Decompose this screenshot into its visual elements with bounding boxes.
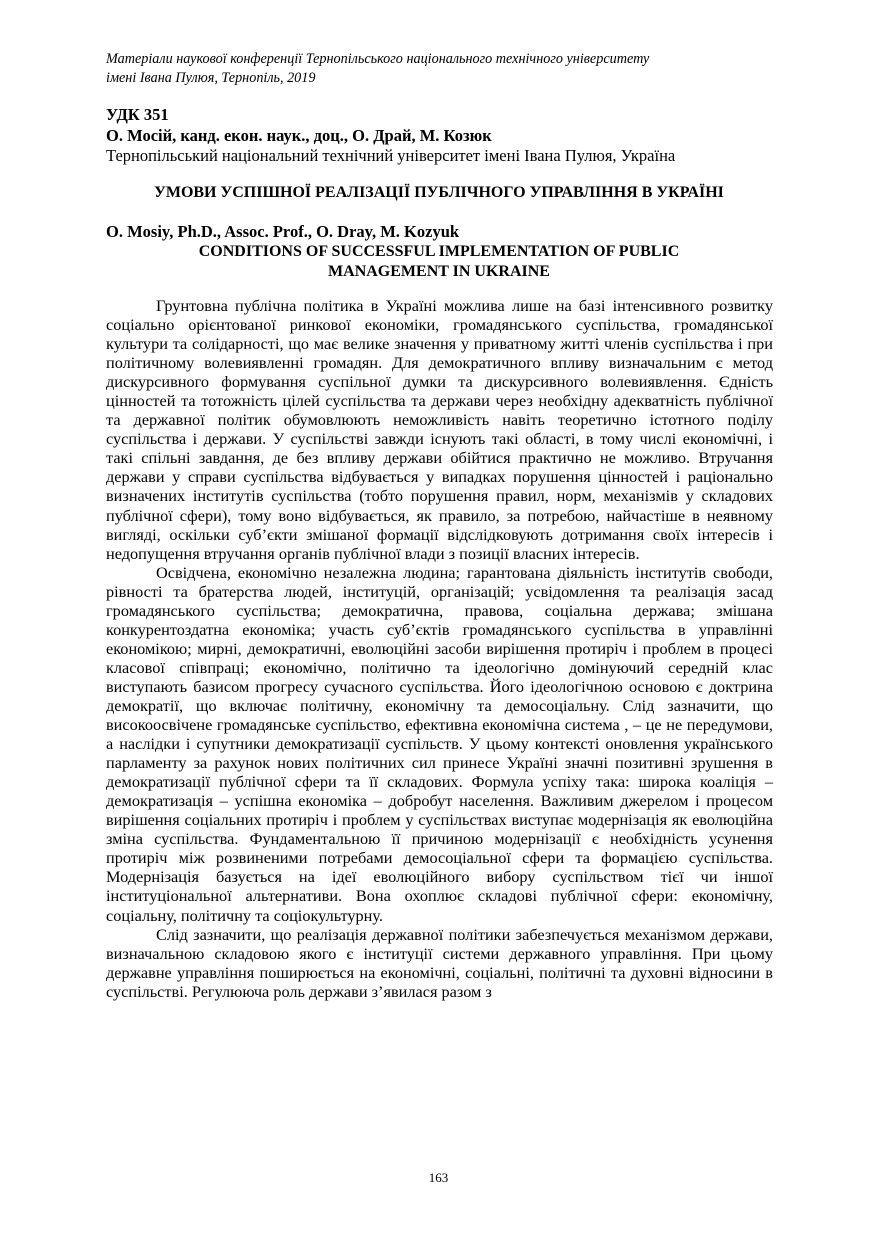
title-english xyxy=(106,242,772,282)
udk-code: УДК 351 xyxy=(106,105,169,124)
page-number: 163 xyxy=(428,1170,449,1185)
conference-header-line-1: Матеріали наукової конференції Тернопільського національного технічного університету xyxy=(106,51,650,67)
title-english-line-1: CONDITIONS OF SUCCESSFUL IMPLEMENTATION OF PUBLIC xyxy=(198,243,680,260)
authors-ukrainian: О. Мосій, канд. екон. наук., доц., О. Драй, М. Козюк xyxy=(106,126,492,145)
conference-header xyxy=(106,50,786,88)
body-text xyxy=(106,296,773,1001)
title-ukrainian: УМОВИ УСПІШНОЇ РЕАЛІЗАЦІЇ ПУБЛІЧНОГО УПРАВЛІННЯ В УКРАЇНІ xyxy=(154,184,724,201)
conference-header-line-2: імені Івана Пулюя, Тернопіль, 2019 xyxy=(106,70,316,86)
title-english-line-2: MANAGEMENT IN UKRAINE xyxy=(328,263,550,280)
paragraph-1: Грунтовна публічна політика в Україні можлива лише на базі інтенсивного розвитку соціально орієнтованої ринкової економіки, громадянського суспільства, громадянської культури та солідарності, що має велике значення у приватному житті членів суспільства і при політичному волевиявленні громадян. Для демократичного впливу визначальним є метод дискурсивного формування суспільної думки та дискурсивного волевиявлення. Єдність цінностей та тотожність цілей суспільства та держави через необхідну адекватність публічної та державної політик обумовлюють неможливість навіть теоретично істотного поділу суспільства і держави. У суспільстві завжди існують такі області, в тому числі економічні, і такі спільні завдання, де без впливу держави обійтися практично не можливо. Втручання держави у справи суспільства відбувається у випадках порушення цінностей і раціонально визначених інститутів суспільства (тобто порушення правил, норм, механізмів у складових публічної сфери), тому воно відбувається, як правило, за потребою, найчастіше в неявному вигляді, оскільки суб’єкти змішаної формації відслідковують дотримання своїх інтересів і недопущення втручання органів публічної влади з позиції власних інтересів. xyxy=(106,296,773,563)
affiliation: Тернопільський національний технічний університет імені Івана Пулюя, Україна xyxy=(106,146,676,165)
authors-english: O. Mosiy, Ph.D., Assoc. Prof., O. Dray, M. Kozyuk xyxy=(106,222,460,241)
paragraph-3: Слід зазначити, що реалізація державної політики забезпечується механізмом держави, визначальною складовою якого є інституції системи державного управління. При цьому державне управління поширюється на економічні, соціальні, політичні та духовні відносини в суспільстві. Регулююча роль держави з’явилася разом з xyxy=(106,924,773,1001)
paragraph-2: Освідчена, економічно незалежна людина; гарантована діяльність інститутів свободи, рівності та братерства людей, інституцій, організацій; усвідомлення та реалізація засад громадянського суспільства; демократична, правова, соціальна держава; змішана конкурентоздатна економіка; участь суб’єктів громадянського суспільства в управлінні економікою; мирні, демократичні, еволюційні засоби вирішення протиріч і проблем в процесі класової співпраці; економічно, політично та ідеологічно домінуючий середній клас виступають базисом прогресу сучасного суспільства. Його ідеологічною основою є доктрина демократії, що включає політичну, економічну та демосоціальну. Слід зазначити, що високоосвічене громадянське суспільство, ефективна економічна система , – це не передумови, а наслідки і супутники демократизації суспільств. У цьому контексті оновлення українського парламенту за рахунок нових політичних сил принесе Україні значні позитивні зрушення в демократизації публічної сфери та її складових. Формула успіху така: широка коаліція – демократизація – успішна економіка – добробут населення. Важливим джерелом і процесом вирішення соціальних протиріч і проблем у суспільствах виступає модернізація як еволюційна зміна суспільства. Фундаментальною її причиною модернізації є необхідність усунення протиріч між розвиненими потребами демосоціальної сфери та формацією суспільства. Модернізація базується на ідеї еволюційного вибору суспільством тієї чи іншої інституціональної альтернативи. Вона охоплює складові публічної сфери: економічну, соціальну, політичну та соціокультурну. xyxy=(106,562,773,925)
